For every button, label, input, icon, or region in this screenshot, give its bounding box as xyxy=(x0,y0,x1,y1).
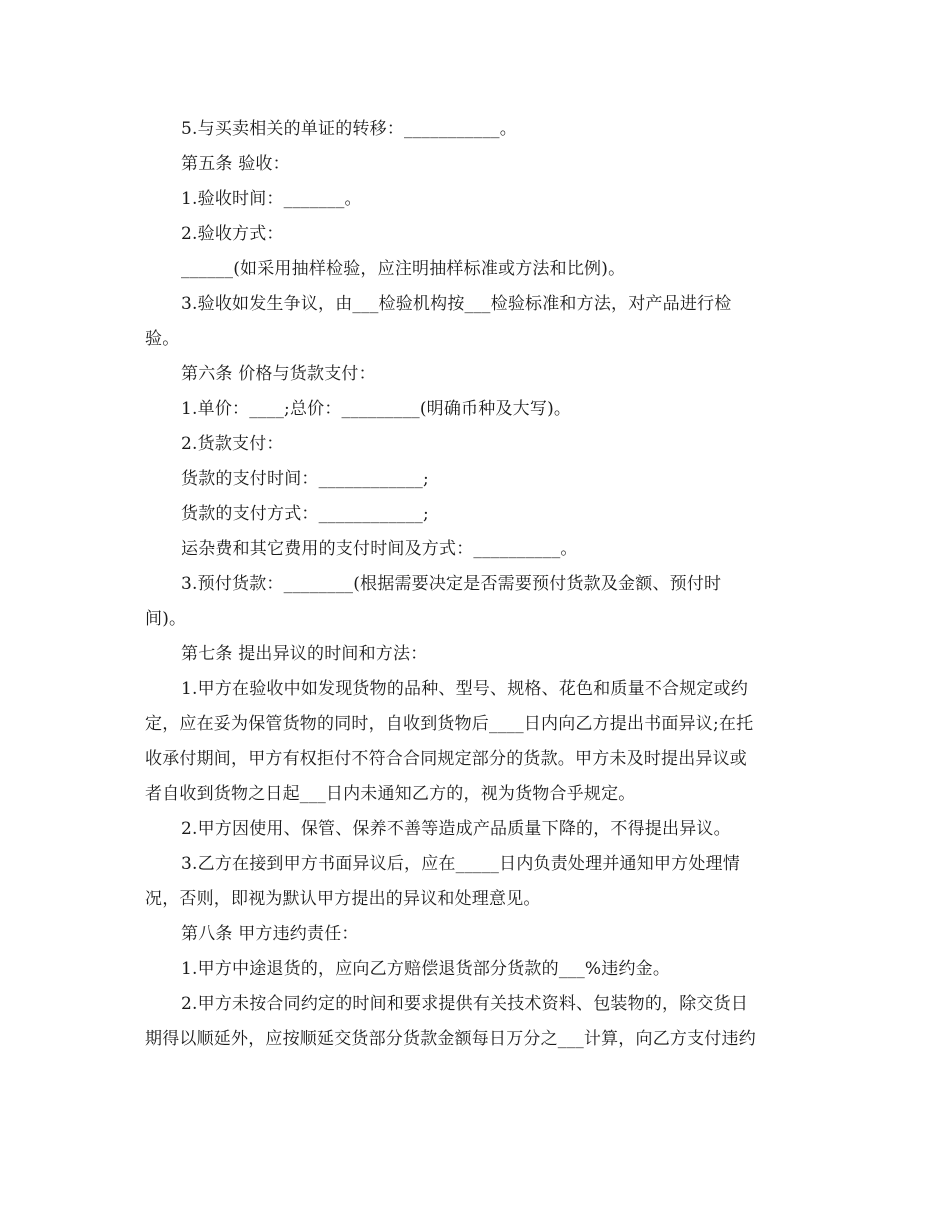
clause-line: 3.验收如发生争议，由___检验机构按___检验标准和方法，对产品进行检 xyxy=(181,294,732,314)
clause-line: 2.验收方式： xyxy=(181,224,284,244)
contract-body xyxy=(145,112,805,1057)
clause-line: 2.甲方因使用、保管、保养不善等造成产品质量下降的，不得提出异议。 xyxy=(181,819,731,839)
clause-line: 5.与买卖相关的单证的转移：___________。 xyxy=(181,119,517,139)
clause-line-continuation: 验。 xyxy=(145,329,180,349)
article-heading: 第六条 价格与货款支付： xyxy=(181,364,376,384)
clause-line: 货款的支付方式：____________; xyxy=(181,504,429,524)
clause-line: 2.甲方未按合同约定的时间和要求提供有关技术资料、包装物的，除交货日 xyxy=(181,994,749,1014)
clause-line: ______(如采用抽样检验，应注明抽样标准或方法和比例)。 xyxy=(181,259,626,279)
clause-line: 1.甲方中途退货的，应向乙方赔偿退货部分货款的___%违约金。 xyxy=(181,959,671,979)
clause-line: 货款的支付时间：____________; xyxy=(181,469,429,489)
clause-line-continuation: 定，应在妥为保管货物的同时，自收到货物后____日内向乙方提出书面异议;在托 xyxy=(145,714,754,734)
clause-line: 1.单价：____;总价：_________(明确币种及大写)。 xyxy=(181,399,572,419)
clause-line: 3.乙方在接到甲方书面异议后，应在_____日内负责处理并通知甲方处理情 xyxy=(181,854,740,874)
clause-line-continuation: 期得以顺延外，应按顺延交货部分货款金额每日万分之___计算，向乙方支付违约 xyxy=(145,1029,756,1049)
clause-line-continuation: 间)。 xyxy=(145,609,187,629)
clause-line-continuation: 收承付期间，甲方有权拒付不符合合同规定部分的货款。甲方未及时提出异议或 xyxy=(145,749,747,769)
clause-line: 1.甲方在验收中如发现货物的品种、型号、规格、花色和质量不合规定或约 xyxy=(181,679,749,699)
clause-line: 运杂费和其它费用的支付时间及方式：__________。 xyxy=(181,539,578,559)
clause-line-continuation: 者自收到货物之日起___日内未通知乙方的，视为货物合乎规定。 xyxy=(145,784,636,804)
clause-line-continuation: 况，否则，即视为默认甲方提出的异议和处理意见。 xyxy=(145,889,541,909)
article-heading: 第五条 验收： xyxy=(181,154,290,174)
clause-line: 2.货款支付： xyxy=(181,434,284,454)
article-heading: 第八条 甲方违约责任： xyxy=(181,924,359,944)
article-heading: 第七条 提出异议的时间和方法： xyxy=(181,644,428,664)
clause-line: 1.验收时间：_______。 xyxy=(181,189,362,209)
clause-line: 3.预付货款：________(根据需要决定是否需要预付货款及金额、预付时 xyxy=(181,574,722,594)
